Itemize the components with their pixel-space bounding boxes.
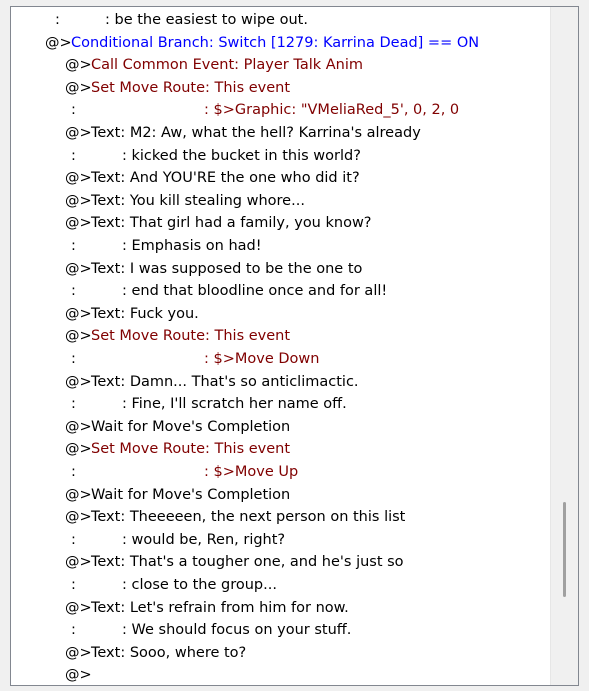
event-command-row[interactable] (11, 371, 551, 393)
event-command-row[interactable] (11, 529, 551, 551)
event-command-row[interactable] (11, 484, 551, 506)
event-command-row[interactable] (11, 551, 551, 573)
command-text: Text: That girl had a family, you know? (91, 215, 372, 232)
command-text: : $>Move Down (204, 351, 320, 367)
command-prefix: @> (65, 644, 92, 661)
command-prefix: @> (65, 192, 92, 209)
command-text: Conditional Branch: Switch [1279: Karrina Dead] == ON (71, 34, 480, 51)
command-text: : would be, Ren, right? (122, 531, 286, 548)
command-prefix: @> (65, 328, 92, 345)
command-prefix: @> (45, 34, 72, 51)
command-text: : Fine, I'll scratch her name off. (122, 396, 347, 413)
command-text: Text: Let's refrain from him for now. (91, 599, 349, 616)
command-text: : be the easiest to wipe out. (105, 12, 308, 28)
command-prefix: @> (65, 486, 92, 503)
command-prefix: @> (65, 57, 92, 74)
command-prefix: @> (65, 260, 92, 277)
command-text: Wait for Move's Completion (91, 486, 291, 503)
command-prefix: : (71, 147, 76, 164)
event-command-row[interactable] (11, 77, 551, 99)
command-prefix: @> (65, 441, 92, 458)
command-text: Text: You kill stealing whore... (91, 192, 305, 209)
event-command-row[interactable] (11, 416, 551, 438)
event-command-row[interactable] (11, 9, 551, 31)
command-prefix: @> (65, 418, 92, 435)
command-text: Set Move Route: This event (91, 328, 291, 345)
event-command-row[interactable] (11, 32, 551, 54)
command-text: : end that bloodline once and for all! (122, 283, 388, 300)
command-prefix: : (55, 12, 60, 28)
command-prefix: : (71, 396, 76, 413)
command-prefix: @> (65, 79, 92, 96)
event-command-row[interactable] (11, 393, 551, 415)
command-prefix: : (71, 351, 76, 367)
event-command-row[interactable] (11, 506, 551, 528)
event-command-row[interactable] (11, 212, 551, 234)
command-prefix: @> (65, 509, 92, 526)
command-text: Text: That's a tougher one, and he's just so (91, 554, 404, 571)
command-text: Wait for Move's Completion (91, 418, 291, 435)
command-prefix: : (71, 622, 76, 639)
command-text: : close to the group... (122, 577, 277, 593)
command-prefix: @> (65, 125, 92, 141)
command-text: Set Move Route: This event (91, 79, 291, 96)
command-prefix: @> (65, 215, 92, 232)
command-prefix: : (71, 577, 76, 593)
event-command-row[interactable] (11, 190, 551, 212)
event-command-row[interactable] (11, 597, 551, 619)
event-command-row[interactable] (11, 461, 551, 483)
command-text: Text: Damn... That's so anticlimactic. (91, 373, 359, 390)
event-command-row[interactable] (11, 642, 551, 664)
event-command-row[interactable] (11, 438, 551, 460)
command-text: Text: Theeeeen, the next person on this list (91, 509, 406, 526)
command-prefix: @> (65, 170, 92, 187)
command-text: Text: And YOU'RE the one who did it? (91, 170, 360, 187)
command-text: Call Common Event: Player Talk Anim (91, 57, 363, 74)
command-prefix: @> (65, 305, 92, 322)
command-prefix: @> (65, 554, 92, 571)
event-command-row[interactable] (11, 280, 551, 302)
command-prefix: : (71, 464, 76, 480)
command-text: Text: I was supposed to be the one to (91, 260, 363, 277)
command-text: Text: M2: Aw, what the hell? Karrina's already (91, 125, 421, 141)
command-text: Text: Fuck you. (91, 305, 199, 322)
vertical-scrollbar[interactable] (550, 7, 578, 685)
command-prefix: : (71, 283, 76, 300)
event-command-row[interactable] (11, 122, 551, 144)
event-command-row[interactable] (11, 303, 551, 325)
command-text: : We should focus on your stuff. (122, 622, 352, 639)
event-command-row[interactable] (11, 235, 551, 257)
command-prefix: @> (65, 373, 92, 390)
command-text: : Emphasis on had! (122, 238, 262, 254)
event-command-row[interactable] (11, 325, 551, 347)
command-text: Text: Sooo, where to? (91, 644, 247, 661)
command-prefix: @> (65, 599, 92, 616)
event-command-row[interactable] (11, 574, 551, 596)
command-prefix: @> (65, 667, 92, 684)
command-prefix: : (71, 102, 76, 119)
event-command-row[interactable] (11, 348, 551, 370)
event-command-row[interactable] (11, 258, 551, 280)
event-command-row[interactable] (11, 664, 551, 685)
command-text: : $>Graphic: "VMeliaRed_5', 0, 2, 0 (204, 102, 460, 119)
event-command-row[interactable] (11, 619, 551, 641)
event-commands-panel (10, 6, 579, 686)
command-prefix: : (71, 531, 76, 548)
event-command-list[interactable] (11, 7, 551, 685)
event-command-row[interactable] (11, 145, 551, 167)
command-text: : kicked the bucket in this world? (122, 147, 361, 164)
scrollbar-thumb[interactable] (563, 502, 566, 597)
command-prefix: : (71, 238, 76, 254)
event-command-row[interactable] (11, 54, 551, 76)
command-text: Set Move Route: This event (91, 441, 291, 458)
command-text: : $>Move Up (204, 464, 299, 480)
event-command-row[interactable] (11, 167, 551, 189)
event-command-row[interactable] (11, 99, 551, 121)
